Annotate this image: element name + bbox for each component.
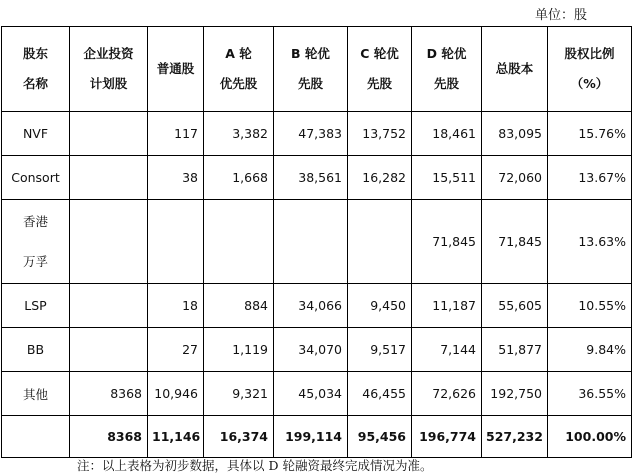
- footnote: 注：以上表格为初步数据，具体以 D 轮融资最终完成情况为准。: [77, 458, 433, 473]
- table-cell: 7,144: [412, 328, 482, 372]
- header-series-c: C 轮优 先股: [348, 27, 412, 112]
- total-row: [2, 416, 632, 458]
- table-cell: [274, 200, 348, 284]
- total-cell: 527,232: [482, 416, 548, 458]
- shareholder-name-cell: LSP: [2, 284, 70, 328]
- header-series-d: D 轮优 先股: [412, 27, 482, 112]
- total-cell: 16,374: [204, 416, 274, 458]
- table-cell: 9,321: [204, 372, 274, 416]
- table-cell: 45,034: [274, 372, 348, 416]
- table-row: [2, 284, 632, 328]
- table-cell: 51,877: [482, 328, 548, 372]
- header-series-b: B 轮优 先股: [274, 27, 348, 112]
- table-row: [2, 372, 632, 416]
- table-cell: 38,561: [274, 156, 348, 200]
- table-cell: 27: [148, 328, 204, 372]
- total-cell: [2, 416, 70, 458]
- table-row: [2, 112, 632, 156]
- table-cell: 38: [148, 156, 204, 200]
- table-row: [2, 200, 632, 284]
- shareholder-name-cell: 香港 万孚: [2, 200, 70, 284]
- table-cell: 13.63%: [548, 200, 632, 284]
- header-series-a: A 轮 优先股: [204, 27, 274, 112]
- table-cell: 8368: [70, 372, 148, 416]
- table-cell: 72,060: [482, 156, 548, 200]
- table-cell: 55,605: [482, 284, 548, 328]
- table-cell: 3,382: [204, 112, 274, 156]
- table-cell: [348, 200, 412, 284]
- table-row: [2, 328, 632, 372]
- total-cell: 100.00%: [548, 416, 632, 458]
- header-employee-plan: 企业投资 计划股: [70, 27, 148, 112]
- table-cell: 36.55%: [548, 372, 632, 416]
- table-cell: 13,752: [348, 112, 412, 156]
- table-cell: 16,282: [348, 156, 412, 200]
- header-total-shares: 总股本: [482, 27, 548, 112]
- table-cell: 15.76%: [548, 112, 632, 156]
- table-cell: 884: [204, 284, 274, 328]
- total-cell: 199,114: [274, 416, 348, 458]
- shareholder-name-cell: Consort: [2, 156, 70, 200]
- table-row: [2, 156, 632, 200]
- unit-label: 单位：股: [535, 8, 588, 23]
- total-cell: 95,456: [348, 416, 412, 458]
- table-cell: [70, 200, 148, 284]
- total-cell: 196,774: [412, 416, 482, 458]
- table-cell: 9,450: [348, 284, 412, 328]
- table-cell: [70, 156, 148, 200]
- shareholder-name-cell: BB: [2, 328, 70, 372]
- table-cell: 9,517: [348, 328, 412, 372]
- header-ownership-ratio: 股权比例 （%）: [548, 27, 632, 112]
- shareholder-name-cell: NVF: [2, 112, 70, 156]
- table-cell: 34,066: [274, 284, 348, 328]
- table-cell: 11,187: [412, 284, 482, 328]
- table-cell: 46,455: [348, 372, 412, 416]
- total-cell: 11,146: [148, 416, 204, 458]
- table-cell: 10.55%: [548, 284, 632, 328]
- table-cell: 117: [148, 112, 204, 156]
- table-cell: 1,119: [204, 328, 274, 372]
- table-cell: 10,946: [148, 372, 204, 416]
- header-common-stock: 普通股: [148, 27, 204, 112]
- table-cell: 83,095: [482, 112, 548, 156]
- table-cell: 47,383: [274, 112, 348, 156]
- table-cell: 34,070: [274, 328, 348, 372]
- table-cell: [70, 328, 148, 372]
- table-cell: 15,511: [412, 156, 482, 200]
- shareholder-name-cell: 其他: [2, 372, 70, 416]
- table-cell: 1,668: [204, 156, 274, 200]
- total-cell: 8368: [70, 416, 148, 458]
- shareholder-table: [1, 26, 632, 458]
- header-shareholder-name: 股东 名称: [2, 27, 70, 112]
- table-cell: [70, 284, 148, 328]
- table-cell: 192,750: [482, 372, 548, 416]
- header-row: [2, 27, 632, 112]
- table-cell: [148, 200, 204, 284]
- table-cell: 18: [148, 284, 204, 328]
- table-cell: [204, 200, 274, 284]
- table-cell: [70, 112, 148, 156]
- table-cell: 71,845: [412, 200, 482, 284]
- table-cell: 18,461: [412, 112, 482, 156]
- table-cell: 9.84%: [548, 328, 632, 372]
- table-cell: 71,845: [482, 200, 548, 284]
- table-cell: 72,626: [412, 372, 482, 416]
- table-cell: 13.67%: [548, 156, 632, 200]
